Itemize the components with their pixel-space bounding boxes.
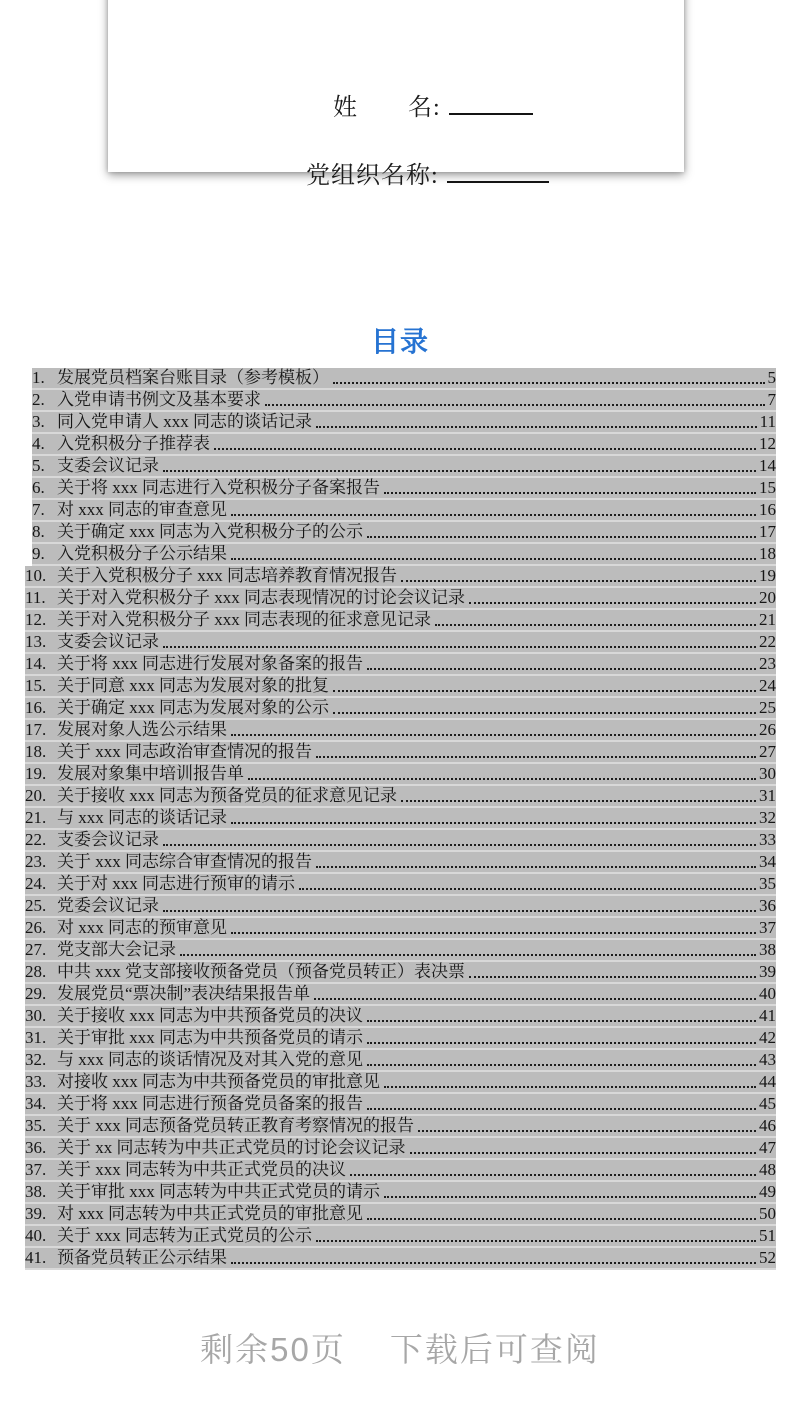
toc-entry-title: 关于同意 xxx 同志为发展对象的批复 (57, 676, 329, 695)
toc-entry-page: 15 (759, 478, 776, 497)
toc-entry-page: 12 (759, 434, 776, 453)
toc-list (25, 368, 776, 1270)
toc-entry-title: 关于审批 xxx 同志为中共预备党员的请示 (57, 1028, 363, 1047)
toc-entry-number: 10. (25, 566, 47, 585)
toc-dot-leader (316, 1240, 756, 1242)
toc-entry-number: 33. (25, 1072, 47, 1091)
toc-entry-number: 8. (32, 522, 45, 541)
toc-entry-title: 关于确定 xxx 同志为入党积极分子的公示 (57, 522, 363, 541)
toc-dot-leader (367, 1064, 756, 1066)
toc-entry-page: 17 (759, 522, 776, 541)
toc-entry-page: 34 (759, 852, 776, 871)
toc-entry-page: 18 (759, 544, 776, 563)
toc-entry-number: 28. (25, 962, 47, 981)
toc-entry (25, 808, 776, 828)
toc-entry-number: 35. (25, 1116, 47, 1135)
toc-dot-leader (384, 492, 756, 494)
toc-entry-number: 37. (25, 1160, 47, 1179)
toc-entry-page: 32 (759, 808, 776, 827)
toc-dot-leader (163, 844, 756, 846)
toc-entry-title: 与 xxx 同志的谈话情况及对其入党的意见 (57, 1050, 363, 1069)
toc-entry-page: 27 (759, 742, 776, 761)
org-field-line (278, 128, 549, 217)
toc-entry-title: 中共 xxx 党支部接收预备党员（预备党员转正）表决票 (57, 962, 465, 981)
toc-dot-leader (435, 624, 756, 626)
org-blank-line (447, 165, 549, 183)
toc-entry (32, 434, 776, 454)
toc-entry-number: 22. (25, 830, 47, 849)
toc-entry-number: 38. (25, 1182, 47, 1201)
toc-entry-page: 42 (759, 1028, 776, 1047)
toc-entry (32, 544, 776, 564)
toc-entry-number: 24. (25, 874, 47, 893)
toc-dot-leader (163, 470, 756, 472)
toc-entry-title: 对 xxx 同志的预审意见 (57, 918, 227, 937)
toc-dot-leader (469, 976, 756, 978)
toc-dot-leader (163, 646, 756, 648)
toc-entry-number: 17. (25, 720, 47, 739)
toc-entry-number: 1. (32, 368, 45, 387)
toc-entry-page: 52 (759, 1248, 776, 1267)
toc-dot-leader (231, 734, 756, 736)
toc-entry-number: 23. (25, 852, 47, 871)
toc-entry (25, 764, 776, 784)
toc-entry-page: 24 (759, 676, 776, 695)
toc-entry-title: 关于将 xxx 同志进行预备党员备案的报告 (57, 1094, 363, 1113)
toc-entry-title: 支委会议记录 (57, 456, 159, 475)
toc-entry (25, 676, 776, 696)
toc-entry-page: 21 (759, 610, 776, 629)
toc-entry-page: 49 (759, 1182, 776, 1201)
toc-entry-page: 5 (767, 368, 776, 387)
toc-entry-title: 关于 xxx 同志政治审查情况的报告 (57, 742, 312, 761)
toc-entry-number: 30. (25, 1006, 47, 1025)
toc-entry-number: 31. (25, 1028, 47, 1047)
toc-entry (32, 368, 776, 388)
toc-entry-number: 3. (32, 412, 45, 431)
toc-entry-title: 关于 xx 同志转为中共正式党员的讨论会议记录 (57, 1138, 406, 1157)
toc-entry-title: 入党积极分子推荐表 (57, 434, 210, 453)
toc-entry (25, 1094, 776, 1114)
toc-entry (25, 1138, 776, 1158)
toc-entry-page: 31 (759, 786, 776, 805)
toc-entry-number: 29. (25, 984, 47, 1003)
toc-entry-number: 12. (25, 610, 47, 629)
toc-entry (25, 588, 776, 608)
toc-entry (25, 566, 776, 586)
toc-entry (32, 500, 776, 520)
toc-entry (25, 1006, 776, 1026)
toc-entry-page: 41 (759, 1006, 776, 1025)
toc-entry-number: 18. (25, 742, 47, 761)
toc-entry (25, 830, 776, 850)
toc-dot-leader (231, 1262, 756, 1264)
toc-entry-page: 14 (759, 456, 776, 475)
toc-dot-leader (180, 954, 756, 956)
toc-entry-number: 15. (25, 676, 47, 695)
toc-entry (25, 720, 776, 740)
toc-entry (25, 852, 776, 872)
toc-entry-title: 入党申请书例文及基本要求 (57, 390, 261, 409)
toc-entry (25, 610, 776, 630)
toc-dot-leader (299, 888, 756, 890)
toc-entry-number: 7. (32, 500, 45, 519)
toc-entry-page: 35 (759, 874, 776, 893)
toc-entry-title: 对接收 xxx 同志为中共预备党员的审批意见 (57, 1072, 380, 1091)
toc-entry-page: 19 (759, 566, 776, 585)
toc-entry-page: 51 (759, 1226, 776, 1245)
toc-entry-title: 关于将 xxx 同志进行入党积极分子备案报告 (57, 478, 380, 497)
toc-entry-page: 36 (759, 896, 776, 915)
toc-dot-leader (333, 382, 765, 384)
toc-dot-leader (316, 756, 756, 758)
name-blank-line (449, 97, 533, 115)
toc-entry-title: 对 xxx 同志的审查意见 (57, 500, 227, 519)
toc-dot-leader (367, 1218, 756, 1220)
toc-entry-page: 45 (759, 1094, 776, 1113)
toc-entry (25, 984, 776, 1004)
toc-entry-title: 关于 xxx 同志综合审查情况的报告 (57, 852, 312, 871)
toc-entry (25, 742, 776, 762)
toc-entry-title: 关于审批 xxx 同志转为中共正式党员的请示 (57, 1182, 380, 1201)
toc-dot-leader (384, 1196, 756, 1198)
toc-entry (25, 654, 776, 674)
toc-entry-page: 25 (759, 698, 776, 717)
toc-entry-title: 党委会议记录 (57, 896, 159, 915)
toc-dot-leader (231, 822, 756, 824)
toc-dot-leader (418, 1130, 756, 1132)
toc-dot-leader (333, 690, 756, 692)
toc-entry-number: 4. (32, 434, 45, 453)
toc-entry-page: 39 (759, 962, 776, 981)
toc-dot-leader (350, 1174, 756, 1176)
toc-entry (25, 1248, 776, 1268)
toc-dot-leader (401, 800, 756, 802)
preview-footer-notice (0, 1324, 800, 1371)
remaining-pages-text: 剩余50页 (200, 1331, 346, 1368)
toc-dot-leader (367, 536, 756, 538)
toc-entry-number: 34. (25, 1094, 47, 1113)
toc-entry-page: 37 (759, 918, 776, 937)
toc-entry (25, 874, 776, 894)
toc-entry-number: 20. (25, 786, 47, 805)
toc-entry-title: 党支部大会记录 (57, 940, 176, 959)
toc-entry-number: 27. (25, 940, 47, 959)
toc-entry-page: 50 (759, 1204, 776, 1223)
toc-entry-number: 26. (25, 918, 47, 937)
toc-dot-leader (316, 426, 757, 428)
toc-entry-page: 46 (759, 1116, 776, 1135)
toc-entry-page: 43 (759, 1050, 776, 1069)
toc-entry (25, 698, 776, 718)
toc-entry (25, 918, 776, 938)
toc-entry-number: 6. (32, 478, 45, 497)
toc-dot-leader (231, 932, 756, 934)
toc-entry-title: 支委会议记录 (57, 830, 159, 849)
toc-entry-page: 7 (767, 390, 776, 409)
toc-entry (25, 632, 776, 652)
toc-entry-number: 11. (25, 588, 46, 607)
toc-entry-title: 预备党员转正公示结果 (57, 1248, 227, 1267)
toc-entry-title: 关于 xxx 同志转为正式党员的公示 (57, 1226, 312, 1245)
toc-entry-title: 发展对象人选公示结果 (57, 720, 227, 739)
toc-entry (25, 940, 776, 960)
toc-entry-number: 36. (25, 1138, 47, 1157)
toc-entry-title: 关于接收 xxx 同志为中共预备党员的决议 (57, 1006, 363, 1025)
toc-entry (25, 1050, 776, 1070)
name-field-label: 姓 名: (333, 95, 441, 121)
toc-entry-number: 25. (25, 896, 47, 915)
toc-entry (32, 390, 776, 410)
toc-entry-page: 30 (759, 764, 776, 783)
toc-entry-title: 与 xxx 同志的谈话记录 (57, 808, 227, 827)
toc-entry-number: 9. (32, 544, 45, 563)
toc-entry-page: 48 (759, 1160, 776, 1179)
toc-dot-leader (231, 514, 756, 516)
toc-entry (25, 1116, 776, 1136)
toc-entry-page: 40 (759, 984, 776, 1003)
toc-entry-page: 23 (759, 654, 776, 673)
toc-dot-leader (333, 712, 756, 714)
toc-entry-page: 16 (759, 500, 776, 519)
toc-dot-leader (367, 668, 756, 670)
toc-entry-number: 13. (25, 632, 47, 651)
toc-entry (25, 786, 776, 806)
toc-entry (25, 1226, 776, 1246)
org-field-label: 党组织名称: (306, 163, 439, 189)
toc-entry-title: 发展党员档案台账目录（参考模板） (57, 368, 329, 387)
document-page-fragment (108, 0, 684, 189)
toc-entry-title: 同入党申请人 xxx 同志的谈话记录 (57, 412, 312, 431)
toc-entry-number: 16. (25, 698, 47, 717)
toc-entry-page: 26 (759, 720, 776, 739)
toc-dot-leader (163, 910, 756, 912)
toc-entry-title: 关于确定 xxx 同志为发展对象的公示 (57, 698, 329, 717)
toc-entry-title: 关于 xxx 同志预备党员转正教育考察情况的报告 (57, 1116, 414, 1135)
toc-entry-number: 40. (25, 1226, 47, 1245)
toc-dot-leader (367, 1108, 756, 1110)
toc-entry-page: 22 (759, 632, 776, 651)
toc-entry-number: 21. (25, 808, 47, 827)
toc-heading: 目录 (370, 326, 429, 357)
toc-entry-title: 关于对入党积极分子 xxx 同志表现情况的讨论会议记录 (57, 588, 465, 607)
toc-entry (25, 1204, 776, 1224)
toc-entry-page: 47 (759, 1138, 776, 1157)
toc-entry-number: 39. (25, 1204, 47, 1223)
toc-entry (32, 456, 776, 476)
toc-dot-leader (316, 866, 756, 868)
toc-entry (32, 522, 776, 542)
toc-entry (25, 1072, 776, 1092)
toc-entry (32, 412, 776, 432)
toc-entry-number: 2. (32, 390, 45, 409)
toc-dot-leader (248, 778, 756, 780)
toc-dot-leader (314, 998, 756, 1000)
toc-entry (25, 896, 776, 916)
toc-entry-title: 入党积极分子公示结果 (57, 544, 227, 563)
toc-entry (25, 962, 776, 982)
toc-entry-title: 关于对入党积极分子 xxx 同志表现的征求意见记录 (57, 610, 431, 629)
toc-entry-page: 38 (759, 940, 776, 959)
toc-entry-number: 32. (25, 1050, 47, 1069)
toc-entry-number: 41. (25, 1248, 47, 1267)
toc-dot-leader (367, 1042, 756, 1044)
download-hint-text: 下载后可查阅 (389, 1331, 600, 1368)
toc-entry-page: 11 (759, 412, 776, 431)
toc-entry-number: 14. (25, 654, 47, 673)
toc-entry (25, 1028, 776, 1048)
toc-entry-title: 关于 xxx 同志转为中共正式党员的决议 (57, 1160, 346, 1179)
toc-entry-number: 19. (25, 764, 47, 783)
toc-entry-page: 20 (759, 588, 776, 607)
toc-dot-leader (231, 558, 756, 560)
toc-entry (32, 478, 776, 498)
toc-dot-leader (367, 1020, 756, 1022)
toc-entry-page: 44 (759, 1072, 776, 1091)
toc-entry-title: 关于将 xxx 同志进行发展对象备案的报告 (57, 654, 363, 673)
toc-dot-leader (214, 448, 756, 450)
toc-entry-title: 发展党员“票决制”表决结果报告单 (57, 984, 311, 1003)
toc-entry-title: 支委会议记录 (57, 632, 159, 651)
toc-entry-title: 发展对象集中培训报告单 (57, 764, 244, 783)
toc-entry-number: 5. (32, 456, 45, 475)
toc-dot-leader (469, 602, 756, 604)
toc-entry (25, 1182, 776, 1202)
toc-dot-leader (384, 1086, 756, 1088)
toc-entry-title: 对 xxx 同志转为中共正式党员的审批意见 (57, 1204, 363, 1223)
toc-dot-leader (265, 404, 765, 406)
toc-dot-leader (401, 580, 756, 582)
toc-entry-title: 关于入党积极分子 xxx 同志培养教育情况报告 (57, 566, 397, 585)
toc-entry-title: 关于对 xxx 同志进行预审的请示 (57, 874, 295, 893)
toc-dot-leader (410, 1152, 757, 1154)
toc-entry-page: 33 (759, 830, 776, 849)
toc-entry (25, 1160, 776, 1180)
toc-entry-title: 关于接收 xxx 同志为预备党员的征求意见记录 (57, 786, 397, 805)
